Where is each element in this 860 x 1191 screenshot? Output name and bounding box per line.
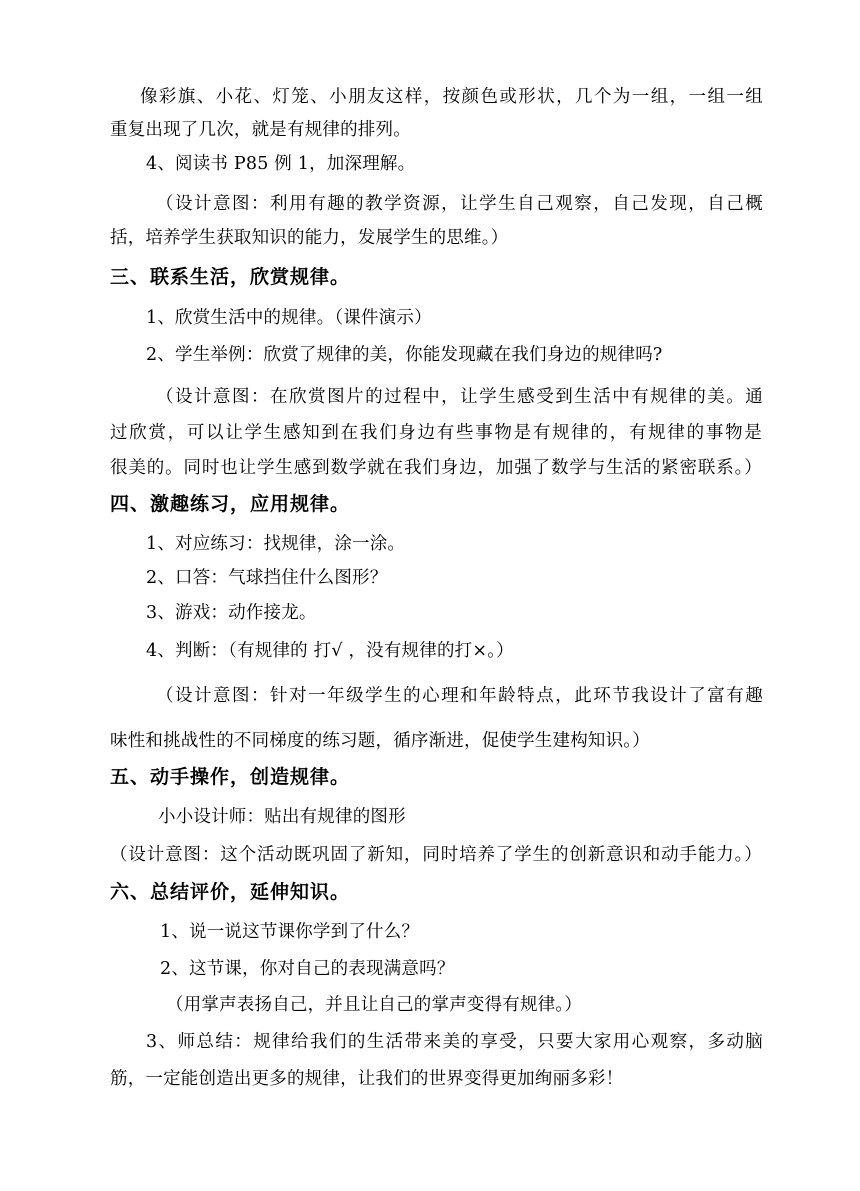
list-item: 4、判断：（有规律的 打√ ，没有规律的打×。） (146, 641, 514, 661)
list-item: 3、游戏：动作接龙。 (146, 603, 317, 623)
design-intent-note: （设计意图：这个活动既巩固了新知，同时培养了学生的创新意识和动手能力。） (110, 845, 762, 865)
design-intent-note: 很美的。同时也让学生感到数学就在我们身边，加强了数学与生活的紧密联系。） (110, 458, 762, 478)
section-heading: 六、总结评价，延伸知识。 (110, 881, 351, 903)
list-item: 1、对应练习：找规律，涂一涂。 (146, 534, 406, 554)
list-item: 4、阅读书 P85 例 1，加深理解。 (146, 154, 416, 174)
paragraph-line: 重复出现了几次，就是有规律的排列。 (110, 120, 411, 140)
list-item: 2、口答：气球挡住什么图形？ (146, 568, 388, 588)
design-intent-note: 味性和挑战性的不同梯度的练习题，循序渐进，促使学生建构知识。） (110, 731, 650, 751)
design-intent-note: （设计意图：利用有趣的教学资源，让学生自己观察，自己发现，自己概 (156, 194, 763, 214)
list-item: 筋，一定能创造出更多的规律，让我们的世界变得更加绚丽多彩！ (110, 1069, 624, 1089)
design-intent-note: 括，培养学生获取知识的能力，发展学生的思维。） (110, 228, 509, 248)
design-intent-note: （设计意图：针对一年级学生的心理和年龄特点，此环节我设计了富有趣 (156, 686, 763, 706)
section-heading: 三、联系生活，欣赏规律。 (110, 266, 351, 288)
list-item: 3、师总结：规律给我们的生活带来美的享受，只要大家用心观察，多动脑 (146, 1032, 763, 1052)
list-item: 2、学生举例：欣赏了规律的美，你能发现藏在我们身边的规律吗? (146, 345, 663, 365)
design-intent-note: （设计意图：在欣赏图片的过程中，让学生感受到生活中有规律的美。通 (156, 387, 763, 407)
list-item: 1、说一说这节课你学到了什么？ (160, 922, 420, 942)
section-heading: 四、激趣练习，应用规律。 (110, 493, 351, 515)
list-item: 小小设计师：贴出有规律的图形 (158, 807, 406, 827)
list-item: 1、欣赏生活中的规律。（课件演示） (146, 308, 432, 328)
paragraph-line: 像彩旗、小花、灯笼、小朋友这样，按颜色或形状，几个为一组，一组一组 (140, 87, 763, 107)
design-intent-note: 过欣赏，可以让学生感知到在我们身边有些事物是有规律的，有规律的事物是 (110, 423, 762, 443)
section-heading: 五、动手操作，创造规律。 (110, 766, 351, 788)
list-item: 2、这节课，你对自己的表现满意吗？ (160, 959, 455, 979)
list-item: （用掌声表扬自己，并且让自己的掌声变得有规律。） (166, 995, 583, 1015)
